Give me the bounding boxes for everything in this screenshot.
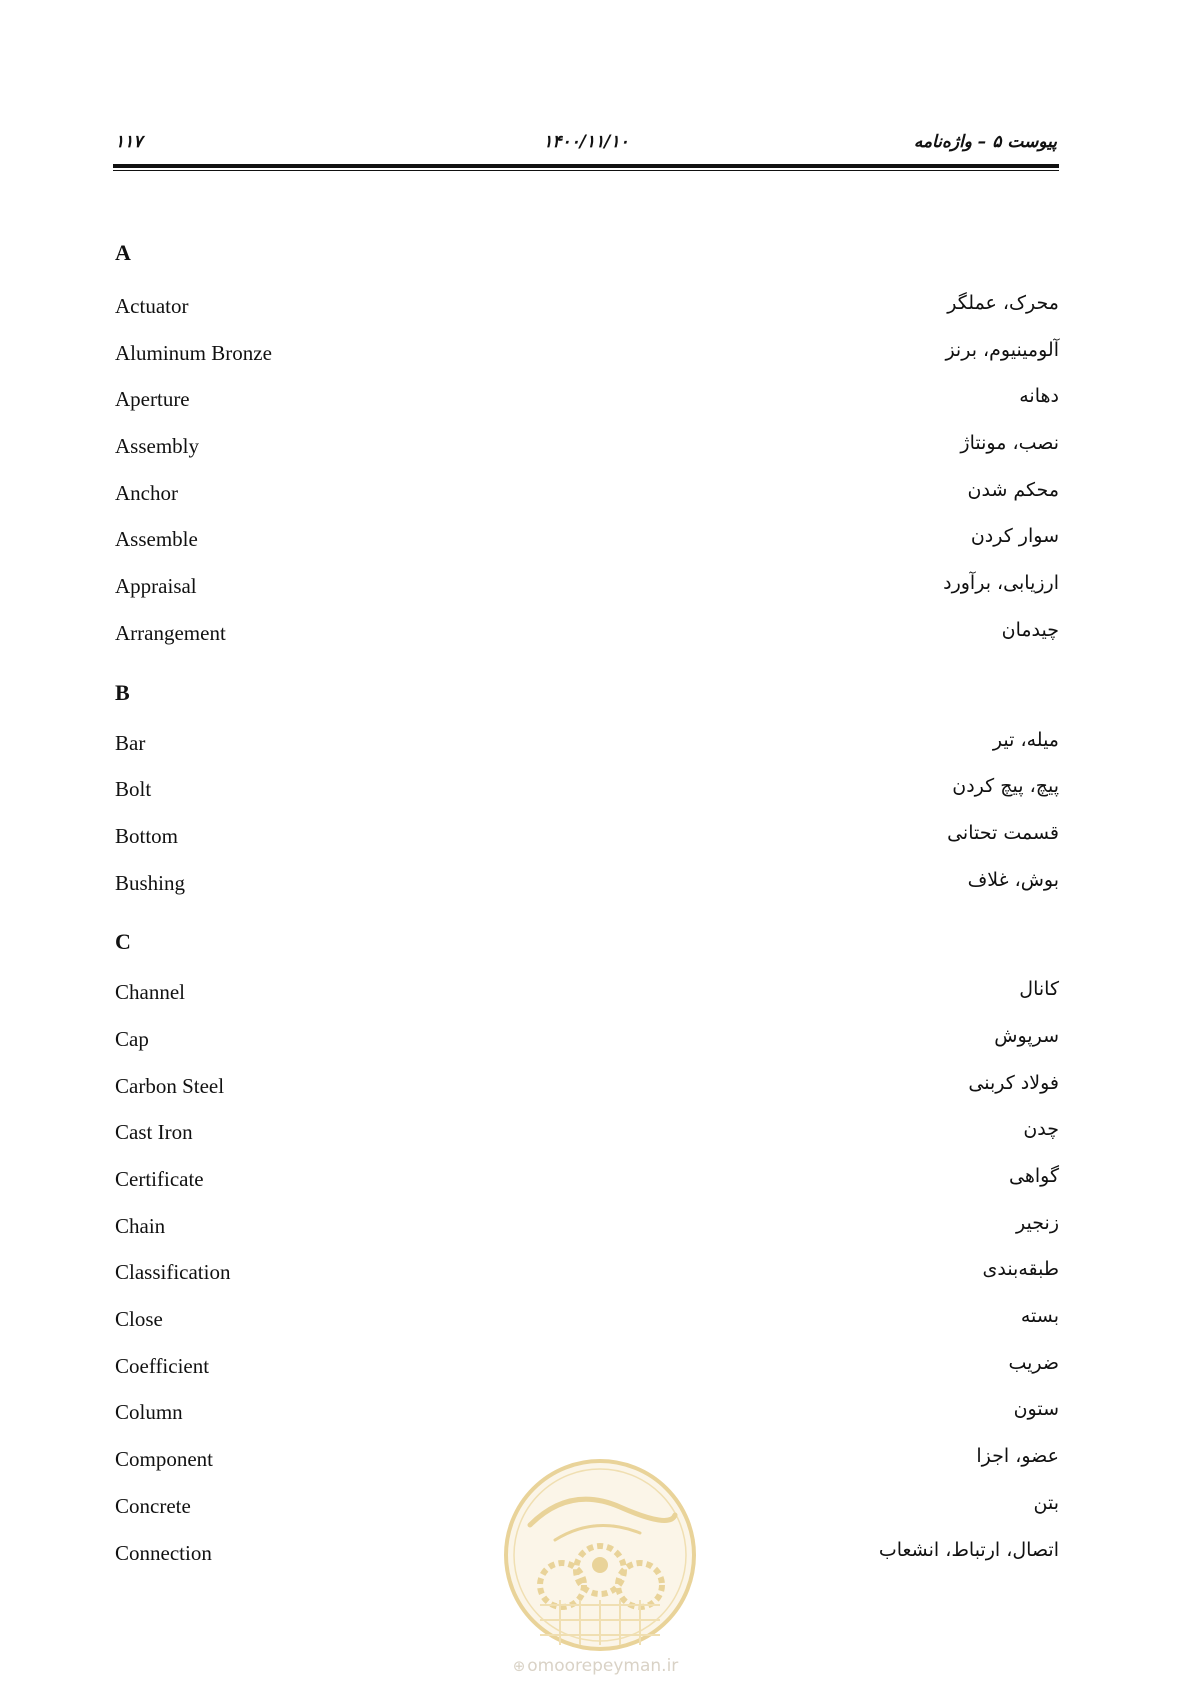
term-persian: قسمت تحتانی [947,821,1059,844]
term-english: Arrangement [115,620,226,645]
term-english: Bushing [115,870,186,895]
term-persian: بوش، غلاف [967,868,1059,891]
term-persian: زنجیر [1016,1211,1059,1234]
glossary-row [115,284,1059,331]
page-number: ۱۱۷ [115,132,143,152]
term-persian: بتن [1033,1491,1059,1514]
glossary-row [115,721,1059,768]
term-english: Column [115,1400,183,1425]
glossary [115,222,1059,1577]
term-english: Bottom [115,823,179,848]
term-persian: سوار کردن [970,525,1059,548]
glossary-row [115,331,1059,378]
term-persian: آلومینیوم، برنز [945,338,1059,361]
term-english: Aperture [115,387,190,412]
glossary-row [115,1064,1059,1111]
glossary-row [115,1344,1059,1391]
glossary-row [115,1157,1059,1204]
term-persian: عضو، اجزا [976,1445,1059,1468]
term-english: Assembly [115,434,199,459]
term-persian: پیچ، پیچ کردن [952,775,1059,798]
glossary-row [115,861,1059,908]
glossary-row [115,767,1059,814]
term-english: Cast Iron [115,1120,193,1145]
term-persian: ضریب [1008,1351,1059,1374]
term-persian: کانال [1019,978,1059,1001]
watermark-logo [500,1455,700,1655]
glossary-row [115,814,1059,861]
globe-icon: ⊕ [512,1657,526,1675]
term-english: Chain [115,1213,166,1238]
term-persian: محرک، عملگر [947,292,1059,314]
term-english: Bar [115,730,146,755]
term-english: Concrete [115,1493,191,1518]
glossary-row [115,1250,1059,1297]
header-rule-thin [113,170,1059,171]
term-english: Appraisal [115,574,197,599]
glossary-row [115,1390,1059,1437]
glossary-row [115,1204,1059,1251]
header-title: پیوست ۵ – واژه‌نامه [913,132,1057,152]
glossary-row [115,1297,1059,1344]
term-english: Carbon Steel [115,1073,225,1098]
glossary-row [115,1110,1059,1157]
section-letter: B [115,679,130,705]
term-persian: چیدمان [1001,618,1059,641]
glossary-row [115,970,1059,1017]
term-english: Channel [115,980,185,1005]
term-persian: نصب، مونتاژ [960,432,1059,455]
term-english: Classification [115,1260,231,1285]
watermark-url-text: omoorepeyman.ir [527,1656,679,1676]
term-persian: ارزیابی، برآورد [943,572,1059,595]
term-english: Assemble [115,527,198,552]
term-english: Component [115,1447,213,1472]
term-persian: ستون [1013,1398,1059,1421]
term-persian: میله، تیر [992,728,1059,751]
section-letter: C [115,929,131,955]
term-persian: فولاد کربنی [968,1071,1059,1094]
glossary-row [115,1017,1059,1064]
glossary-row [115,377,1059,424]
glossary-row [115,424,1059,471]
term-persian: محکم شدن [967,478,1059,501]
term-english: Aluminum Bronze [115,340,272,365]
term-persian: دهانه [1019,385,1059,408]
term-english: Certificate [115,1167,204,1191]
glossary-row [115,611,1059,658]
term-persian: سرپوش [994,1024,1059,1047]
term-english: Cap [115,1026,149,1051]
term-english: Connection [115,1540,212,1565]
term-persian: گواهی [1009,1165,1059,1187]
term-persian: طبقه‌بندی [982,1258,1059,1281]
glossary-row [115,471,1059,518]
glossary-section-a [115,222,1059,658]
term-english: Close [115,1307,163,1332]
term-persian: بسته [1020,1305,1059,1328]
header-rule-thick [113,164,1059,168]
watermark-url [0,1656,1191,1676]
term-english: Anchor [115,480,178,505]
term-english: Bolt [115,777,152,802]
page-header [113,128,1059,154]
glossary-section-b [115,658,1059,908]
header-date: ۱۴۰۰/۱۱/۱۰ [543,132,629,152]
term-persian: اتصال، ارتباط، انشعاب [878,1538,1059,1561]
term-english: Coefficient [115,1353,210,1378]
glossary-row [115,564,1059,611]
term-english: Actuator [115,294,189,318]
glossary-row [115,517,1059,564]
section-letter: A [115,240,131,265]
term-persian: چدن [1023,1118,1059,1141]
